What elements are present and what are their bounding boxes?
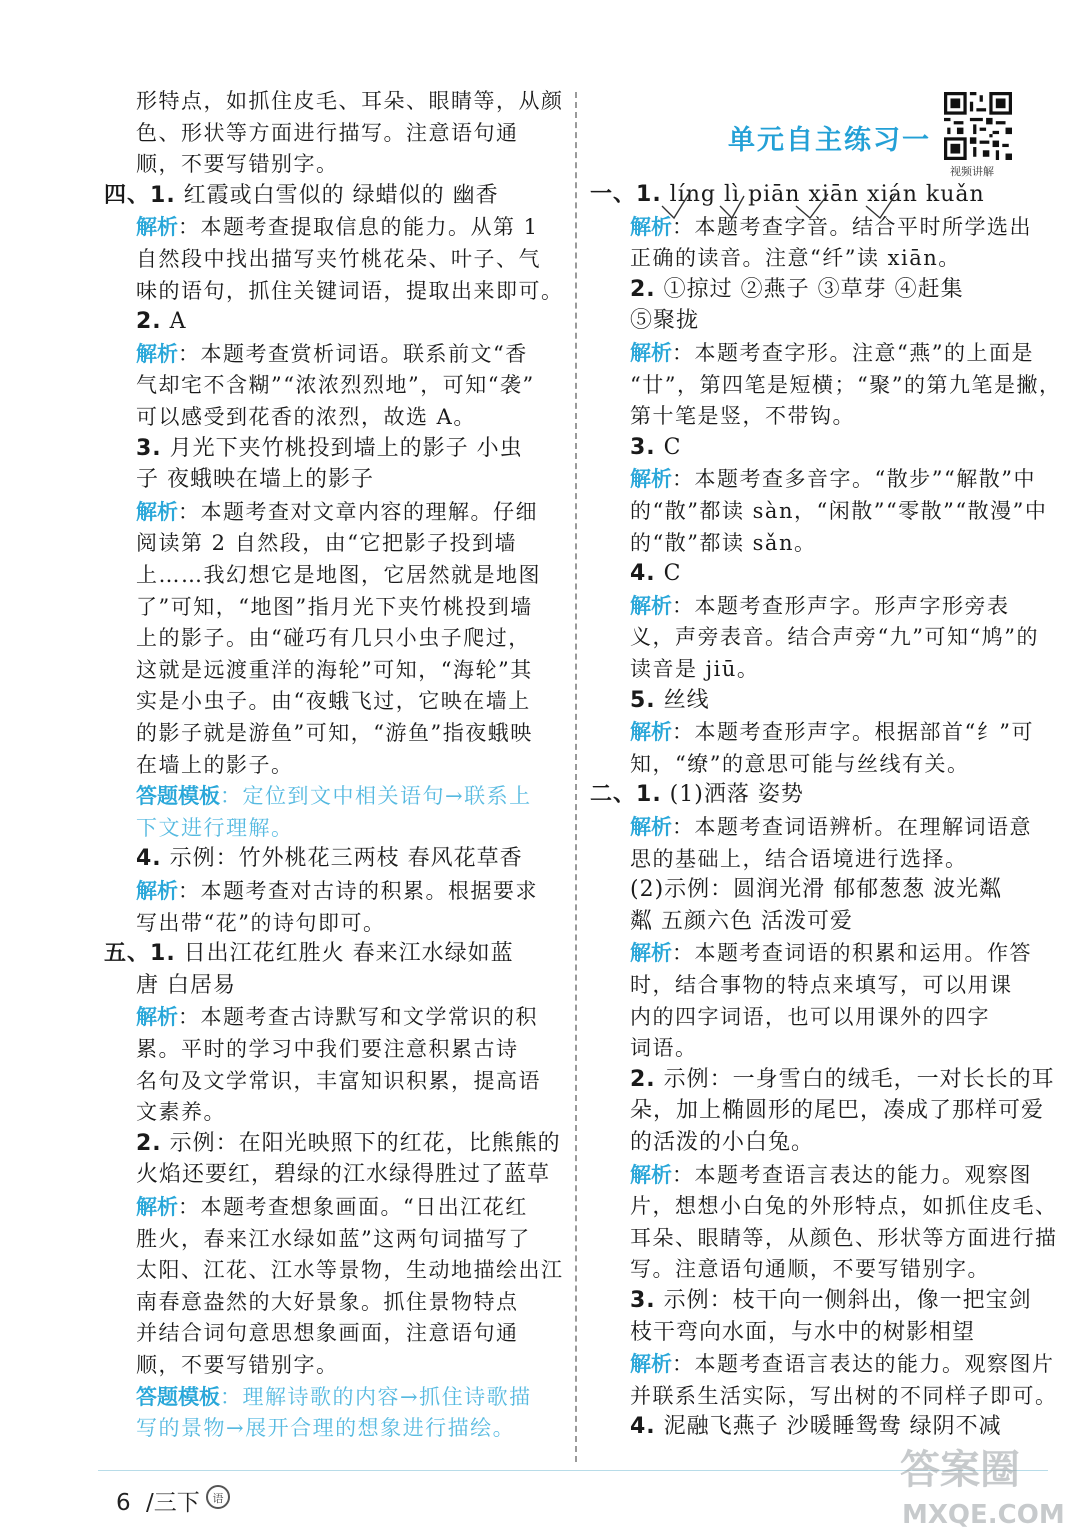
left-text-line: [136, 307, 187, 337]
right-text-line: [630, 1381, 1058, 1411]
text-run: 4.: [630, 561, 656, 587]
right-text-line: [630, 243, 961, 273]
right-text-line: [630, 306, 699, 336]
right-text-line: [630, 1286, 1032, 1316]
left-text-line: [136, 1160, 550, 1190]
answer-label: 解析: [630, 467, 672, 492]
text-run: 词语。: [630, 1036, 698, 1061]
text-run: (1)洒落 姿势: [661, 782, 804, 808]
text-run: ①掠过 ②燕子 ③草芽 ④赶集: [655, 276, 964, 302]
text-run: ：本题考查词语辨析。在理解词语意: [672, 815, 1032, 839]
text-run: 二、: [590, 782, 637, 808]
text-run: 气却宅不含糊”“浓浓烈烈地”，可知“袭”: [136, 373, 535, 398]
text-run: 在墙上的影子。: [136, 752, 294, 777]
right-text-line: [630, 370, 1061, 400]
answer-label: 答题模板: [136, 1384, 220, 1409]
right-text-line: [590, 780, 804, 810]
text-run: 耳朵、眼睛等，从颜色、形状等方面进行描: [630, 1225, 1058, 1250]
right-text-line: [630, 528, 816, 558]
left-text-line: [136, 528, 517, 558]
text-run: 了”可知，“地图”指月光下夹竹桃投到墙: [136, 594, 533, 619]
text-run: 枝干弯向水面，与水中的树影相望: [630, 1319, 976, 1345]
text-run: ：本题考查字音。结合平时所学选出: [672, 214, 1032, 239]
left-text-line: [136, 370, 535, 400]
left-text-line: [136, 781, 532, 811]
left-text-line: [104, 939, 514, 969]
page-number: 6: [116, 1490, 131, 1516]
text-run: 的“散”都读 sǎn。: [630, 530, 817, 555]
right-text-line: [630, 749, 969, 779]
text-run: 的活泼的小白兔。: [630, 1130, 815, 1155]
text-run: 4.: [136, 846, 162, 872]
text-run: 月光下夹竹桃投到墙上的影子 小虫: [161, 435, 523, 461]
right-text-line: [630, 559, 682, 589]
subject-badge: 语: [206, 1485, 230, 1509]
answer-label: 解析: [630, 341, 672, 365]
text-run: A: [161, 309, 187, 335]
section-title: 单元自主练习一: [728, 125, 931, 156]
left-text-line: [136, 1097, 226, 1127]
answer-label: 解析: [136, 1195, 178, 1219]
right-text-line: [630, 844, 968, 874]
text-run: 四、: [104, 182, 151, 208]
left-text-line: [136, 876, 538, 906]
text-run: “廿”，第四笔是短横；“聚”的第九笔是撇，: [630, 372, 1062, 397]
left-text-line: [136, 1002, 538, 1032]
text-run: 写出带“花”的诗句即可。: [136, 910, 386, 935]
right-text-line: [630, 1191, 1058, 1221]
left-text-line: [136, 497, 538, 527]
answer-label: 解析: [630, 720, 672, 745]
right-text-line: [630, 496, 1047, 526]
left-text-line: [136, 86, 564, 116]
text-run: 名句及文学常识，丰富知识积累，提高语: [136, 1068, 541, 1093]
text-run: 知，“缭”的意思可能与丝线有关。: [630, 751, 970, 776]
right-text-line: [630, 212, 1032, 242]
right-text-line: [630, 401, 855, 431]
text-run: 火焰还要红，碧绿的江水绿得胜过了蓝草: [136, 1162, 551, 1188]
left-text-line: [136, 686, 531, 716]
left-text-line: [136, 1413, 515, 1443]
right-text-line: [630, 1349, 1055, 1379]
text-run: 顺，不要写错别字。: [136, 1353, 339, 1377]
left-text-line: [136, 118, 519, 148]
text-run: 2.: [136, 1130, 162, 1156]
text-run: 时，结合事物的特点来填写，可以用课: [630, 973, 1013, 997]
text-run: ：本题考查语言表达的能力。观察图片: [672, 1352, 1055, 1377]
right-text-line: [630, 686, 710, 716]
text-run: 形特点，如抓住皮毛、耳朵、眼睛等，从颜: [136, 89, 564, 113]
text-run: ：本题考查对文章内容的理解。仔细: [178, 499, 538, 524]
right-text-line: [630, 970, 1013, 1000]
text-run: ：本题考查提取信息的能力。从第 1: [178, 215, 539, 240]
left-text-line: [136, 212, 539, 242]
left-text-line: [136, 592, 533, 622]
text-run: 2.: [630, 276, 656, 302]
qr-code-icon[interactable]: [944, 92, 1012, 160]
text-run: C: [655, 434, 682, 460]
left-text-line: [136, 655, 533, 685]
answer-label: 解析: [136, 215, 178, 240]
left-text-line: [136, 1382, 532, 1412]
left-text-line: [136, 465, 374, 495]
left-text-line: [136, 718, 533, 748]
text-run: ：本题考查词语的积累和运用。作答: [672, 941, 1032, 966]
text-run: 五、: [104, 941, 151, 967]
text-run: 粼 五颜六色 活泼可爱: [630, 908, 853, 934]
answer-label: 解析: [136, 879, 178, 903]
right-text-line: [630, 622, 1039, 652]
answer-label: 解析: [630, 214, 672, 239]
text-run: 2.: [630, 1066, 656, 1092]
right-text-line: [630, 1223, 1058, 1253]
text-run: 写的景物→展开合理的想象进行描绘。: [136, 1416, 516, 1441]
answer-label: 解析: [630, 1352, 672, 1377]
text-run: 并联系生活实际，写出树的不同样子即可。: [630, 1383, 1058, 1408]
text-run: 1.: [636, 782, 662, 808]
text-run: 这就是远渡重洋的海轮”可知，“海轮”其: [136, 657, 533, 682]
page-footer: [116, 1484, 200, 1517]
answer-label: 答题模板: [136, 784, 220, 809]
text-run: 子 夜蛾映在墙上的影子: [136, 467, 374, 493]
left-text-line: [136, 276, 564, 306]
text-run: líng lì piān xiān xián kuǎn: [661, 182, 985, 207]
text-run: ：理解诗歌的内容→抓住诗歌描: [220, 1384, 532, 1409]
text-run: 4.: [630, 1414, 656, 1440]
qr-label: 视频讲解: [950, 165, 994, 178]
text-run: 文素养。: [136, 1100, 226, 1125]
right-text-line: [630, 1128, 814, 1158]
answer-label: 解析: [630, 941, 672, 966]
text-run: 下文进行理解。: [136, 815, 294, 840]
answer-label: 解析: [630, 1162, 672, 1187]
answer-label: 解析: [136, 341, 178, 366]
right-text-line: [630, 464, 1036, 494]
text-run: 上的影子。由“碰巧有几只小虫子爬过，: [136, 626, 531, 651]
text-run: ⑤聚拢: [630, 308, 700, 334]
text-run: 的影子就是游鱼”可知，“游鱼”指夜蛾映: [136, 721, 533, 745]
answer-label: 解析: [136, 1005, 178, 1030]
text-run: 太阳、江花、江水等景物，生动地描绘出江: [136, 1258, 564, 1283]
left-text-line: [136, 244, 541, 274]
text-run: ：本题考查想象画面。“日出江花红: [178, 1195, 528, 1219]
text-run: 泥融飞燕子 沙暖睡鸳鸯 绿阴不减: [655, 1414, 1002, 1440]
text-run: 实是小虫子。由“夜蛾飞过，它映在墙上: [136, 689, 531, 714]
right-text-line: [630, 907, 853, 937]
text-run: 色、形状等方面进行描写。注意语句通: [136, 120, 519, 145]
text-run: ：本题考查语言表达的能力。观察图: [672, 1162, 1032, 1187]
text-run: (2)示例：圆润光滑 郁郁葱葱 波光粼: [630, 877, 1003, 903]
text-run: 朵，加上椭圆形的尾巴，凑成了那样可爱: [630, 1098, 1045, 1124]
right-text-line: [630, 812, 1032, 842]
left-text-line: [136, 1318, 519, 1348]
text-run: C: [655, 561, 682, 587]
left-text-line: [136, 434, 523, 464]
left-text-line: [136, 844, 523, 874]
text-run: 阅读第 2 自然段，由“它把影子投到墙: [136, 531, 517, 556]
text-run: 累。平时的学习中我们要注意积累古诗: [136, 1037, 519, 1061]
text-run: 胜火，春来江水绿如蓝”这两句词描写了: [136, 1226, 531, 1251]
text-run: 自然段中找出描写夹竹桃花朵、叶子、气: [136, 247, 541, 271]
text-run: 示例：在阳光映照下的红花，比熊熊的: [161, 1130, 561, 1156]
text-run: 3.: [630, 1288, 656, 1313]
right-text-line: [630, 275, 964, 305]
text-run: 5.: [630, 687, 656, 713]
text-run: 的“散”都读 sàn，“闲散”“零散”“散漫”中: [630, 499, 1048, 523]
text-run: ：本题考查对古诗的积累。根据要求: [178, 879, 538, 903]
text-run: ：本题考查形声字。形声字形旁表: [672, 593, 1010, 618]
right-text-line: [630, 717, 1034, 747]
text-run: 义，声旁表音。结合声旁“九”可知“鸠”的: [630, 625, 1039, 650]
grade-label: /三下: [145, 1490, 200, 1516]
right-text-line: [630, 433, 682, 463]
right-text-line: [630, 1160, 1032, 1190]
left-text-line: [136, 149, 339, 179]
text-run: 读音是 jiū。: [630, 657, 760, 681]
text-run: 1.: [150, 941, 176, 967]
text-run: 日出江花红胜火 春来江水绿如蓝: [175, 941, 514, 967]
right-text-line: [590, 180, 985, 210]
text-run: 内的四字词语，也可以用课外的四字: [630, 1004, 990, 1029]
text-run: ：本题考查形声字。根据部首“纟”可: [672, 720, 1034, 745]
left-text-line: [136, 560, 541, 590]
text-run: 唐 白居易: [136, 972, 236, 998]
left-text-line: [136, 813, 294, 843]
answer-label: 解析: [136, 499, 178, 524]
text-run: ：本题考查赏析词语。联系前文“香: [178, 341, 528, 366]
text-run: 红霞或白雪似的 绿蜡似的 幽香: [175, 182, 499, 208]
text-run: ：定位到文中相关语句→联系上: [220, 784, 532, 809]
left-text-line: [136, 1192, 528, 1222]
left-text-line: [136, 1066, 541, 1096]
left-text-line: [136, 971, 236, 1001]
text-run: 片，想想小白兔的外形特点，如抓住皮毛、: [630, 1194, 1058, 1219]
left-text-line: [136, 1129, 561, 1159]
text-run: 3.: [136, 435, 162, 461]
text-run: 2.: [136, 309, 162, 335]
answer-label: 解析: [630, 593, 672, 618]
right-text-line: [630, 654, 759, 684]
answer-label: 解析: [630, 815, 672, 839]
text-run: 示例：一身雪白的绒毛，一对长长的耳: [655, 1066, 1055, 1092]
text-run: 第十笔是竖，不带钩。: [630, 404, 855, 429]
text-run: 1.: [150, 182, 176, 208]
right-text-line: [630, 1254, 990, 1284]
column-divider: [575, 92, 577, 1462]
text-run: 一、: [590, 182, 637, 207]
text-run: 示例：枝干向一侧斜出，像一把宝剑: [655, 1288, 1032, 1313]
left-text-line: [136, 402, 476, 432]
text-run: 顺，不要写错别字。: [136, 152, 339, 177]
text-run: 可以感受到花香的浓烈，故选 A。: [136, 405, 476, 429]
text-run: 上……我幻想它是地图，它居然就是地图: [136, 563, 541, 587]
text-run: ：本题考查古诗默写和文学常识的积: [178, 1005, 538, 1030]
text-run: 写。注意语句通顺，不要写错别字。: [630, 1257, 990, 1282]
text-run: 丝线: [655, 687, 710, 713]
text-run: 思的基础上，结合语境进行选择。: [630, 846, 968, 871]
text-run: 南春意盎然的大好景象。抓住景物特点: [136, 1289, 519, 1314]
watermark-line1: 答案圈: [900, 1447, 1020, 1493]
watermark-line2: MXQE.COM: [902, 1500, 1065, 1530]
right-text-line: [630, 338, 1034, 368]
right-text-line: [630, 1096, 1044, 1126]
left-text-line: [136, 750, 294, 780]
left-text-line: [136, 1034, 519, 1064]
text-run: 味的语句，抓住关键词语，提取出来即可。: [136, 278, 564, 303]
right-text-line: [630, 1033, 698, 1063]
right-text-line: [630, 1002, 990, 1032]
right-text-line: [630, 938, 1032, 968]
text-run: ：本题考查多音字。“散步”“解散”中: [672, 467, 1036, 492]
left-text-line: [136, 1255, 564, 1285]
left-text-line: [136, 1350, 339, 1380]
right-text-line: [630, 875, 1002, 905]
right-text-line: [630, 1065, 1055, 1095]
text-run: 正确的读音。注意“纤”读 xiān。: [630, 246, 961, 271]
text-run: 示例：竹外桃花三两枝 春风花草香: [161, 846, 523, 872]
left-text-line: [136, 623, 531, 653]
site-watermark: [880, 1425, 1070, 1535]
text-run: ：本题考查字形。注意“燕”的上面是: [672, 341, 1034, 365]
right-text-line: [630, 1318, 975, 1348]
text-run: 3.: [630, 434, 656, 460]
left-text-line: [136, 1287, 519, 1317]
left-text-line: [136, 1224, 531, 1254]
left-text-line: [136, 339, 528, 369]
text-run: 1.: [636, 182, 662, 207]
right-text-line: [630, 591, 1010, 621]
left-text-line: [136, 908, 385, 938]
left-text-line: [104, 181, 499, 211]
text-run: 并结合词句意思想象画面，注意语句通: [136, 1321, 519, 1346]
